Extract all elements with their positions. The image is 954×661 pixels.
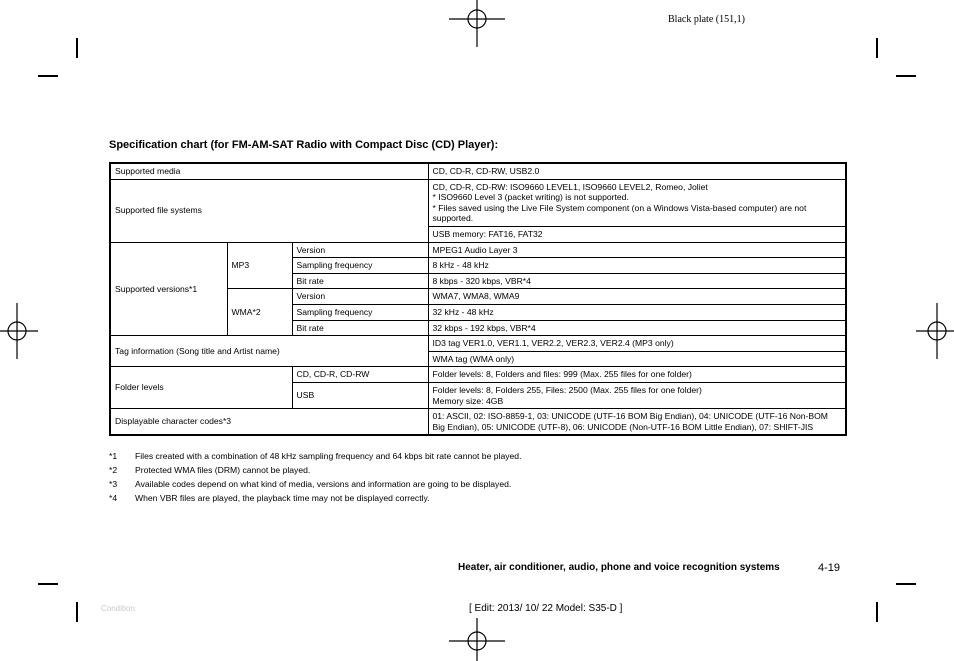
row-label: Tag information (Song title and Artist name) [110,336,428,367]
row-value [428,382,846,408]
footnote-mark: *1 [109,451,118,461]
footnote-text: Available codes depend on what kind of media, versions and information are going to be displayed. [135,479,512,489]
row-label: Displayable character codes*3 [110,409,428,436]
table-row [110,163,846,179]
footnotes [109,449,521,505]
row-value: Folder levels: 8, Folders and files: 999 (Max. 255 files for one folder) [428,367,846,383]
attr-label: Version [292,289,428,305]
row-value: ID3 tag VER1.0, VER1.1, VER2.2, VER2.3, VER2.4 (MP3 only) [428,336,846,352]
row-value: MPEG1 Audio Layer 3 [428,242,846,258]
attr-label: Bit rate [292,273,428,289]
attr-label: Version [292,242,428,258]
attr-label: Sampling frequency [292,304,428,320]
condition-label: Condition: [101,604,138,613]
format-label: MP3 [227,242,292,289]
footnote-text: When VBR files are played, the playback time may not be displayed correctly. [135,493,430,503]
row-value: 32 kbps - 192 kbps, VBR*4 [428,320,846,336]
table-row [110,242,846,258]
usb-folder-line: Folder levels: 8, Folders 255, Files: 2500 (Max. 255 files for one folder) [432,384,702,395]
spec-table [109,162,847,436]
row-value: WMA tag (WMA only) [428,351,846,367]
table-row [110,367,846,383]
page-title: Specification chart (for FM-AM-SAT Radio with Compact Disc (CD) Player): [109,139,499,151]
footnote-mark: *4 [109,493,118,503]
footnote [109,477,521,491]
row-value: 8 kbps - 320 kbps, VBR*4 [428,273,846,289]
row-value: WMA7, WMA8, WMA9 [428,289,846,305]
table-row [110,179,846,226]
page-number: 4-19 [818,562,841,574]
row-value: 01: ASCII, 02: ISO-8859-1, 03: UNICODE (UTF-16 BOM Big Endian), 04: UNICODE (UTF-16 Non-BOM Big Endian), 05: UNICODE (UTF-8), 06: UNICODE (Non-UTF-16 BOM Little Endian), 07: SHIFT-JIS [428,409,846,436]
table-row [110,336,846,352]
footnote-mark: *3 [109,479,118,489]
row-label: Supported versions*1 [110,242,227,336]
row-value: USB memory: FAT16, FAT32 [428,226,846,242]
footnote [109,463,521,477]
attr-label: CD, CD-R, CD-RW [292,367,428,383]
row-value: 32 kHz - 48 kHz [428,304,846,320]
usb-memory-line: Memory size: 4GB [432,395,504,406]
edit-info: [ Edit: 2013/ 10/ 22 Model: S35-D ] [469,603,623,614]
section-title: Heater, air conditioner, audio, phone and voice recognition systems [458,562,780,573]
row-label: Supported file systems [110,179,428,242]
footnote-text: Files created with a combination of 48 kHz sampling frequency and 64 kbps bit rate cannot be played. [135,451,522,461]
footnote [109,449,521,463]
row-value: CD, CD-R, CD-RW, USB2.0 [428,163,846,179]
row-label: Supported media [110,163,428,179]
attr-label: USB [292,382,428,408]
row-value [428,179,846,226]
footnote-text: Protected WMA files (DRM) cannot be played. [135,465,311,475]
attr-label: Sampling frequency [292,258,428,274]
plate-label: Black plate (151,1) [668,14,745,25]
cd-filesystem-note: * Files saved using the Live File System component (on a Windows Vista-based computer) are not supported. [432,202,807,224]
table-row [110,409,846,436]
cd-filesystem-note: * ISO9660 Level 3 (packet writing) is not supported. [432,192,629,203]
format-label: WMA*2 [227,289,292,336]
row-value: 8 kHz - 48 kHz [428,258,846,274]
cd-filesystem-line: CD, CD-R, CD-RW: ISO9660 LEVEL1, ISO9660 LEVEL2, Romeo, Joliet [432,181,708,192]
attr-label: Bit rate [292,320,428,336]
row-label: Folder levels [110,367,292,409]
footnote [109,491,521,505]
footnote-mark: *2 [109,465,118,475]
